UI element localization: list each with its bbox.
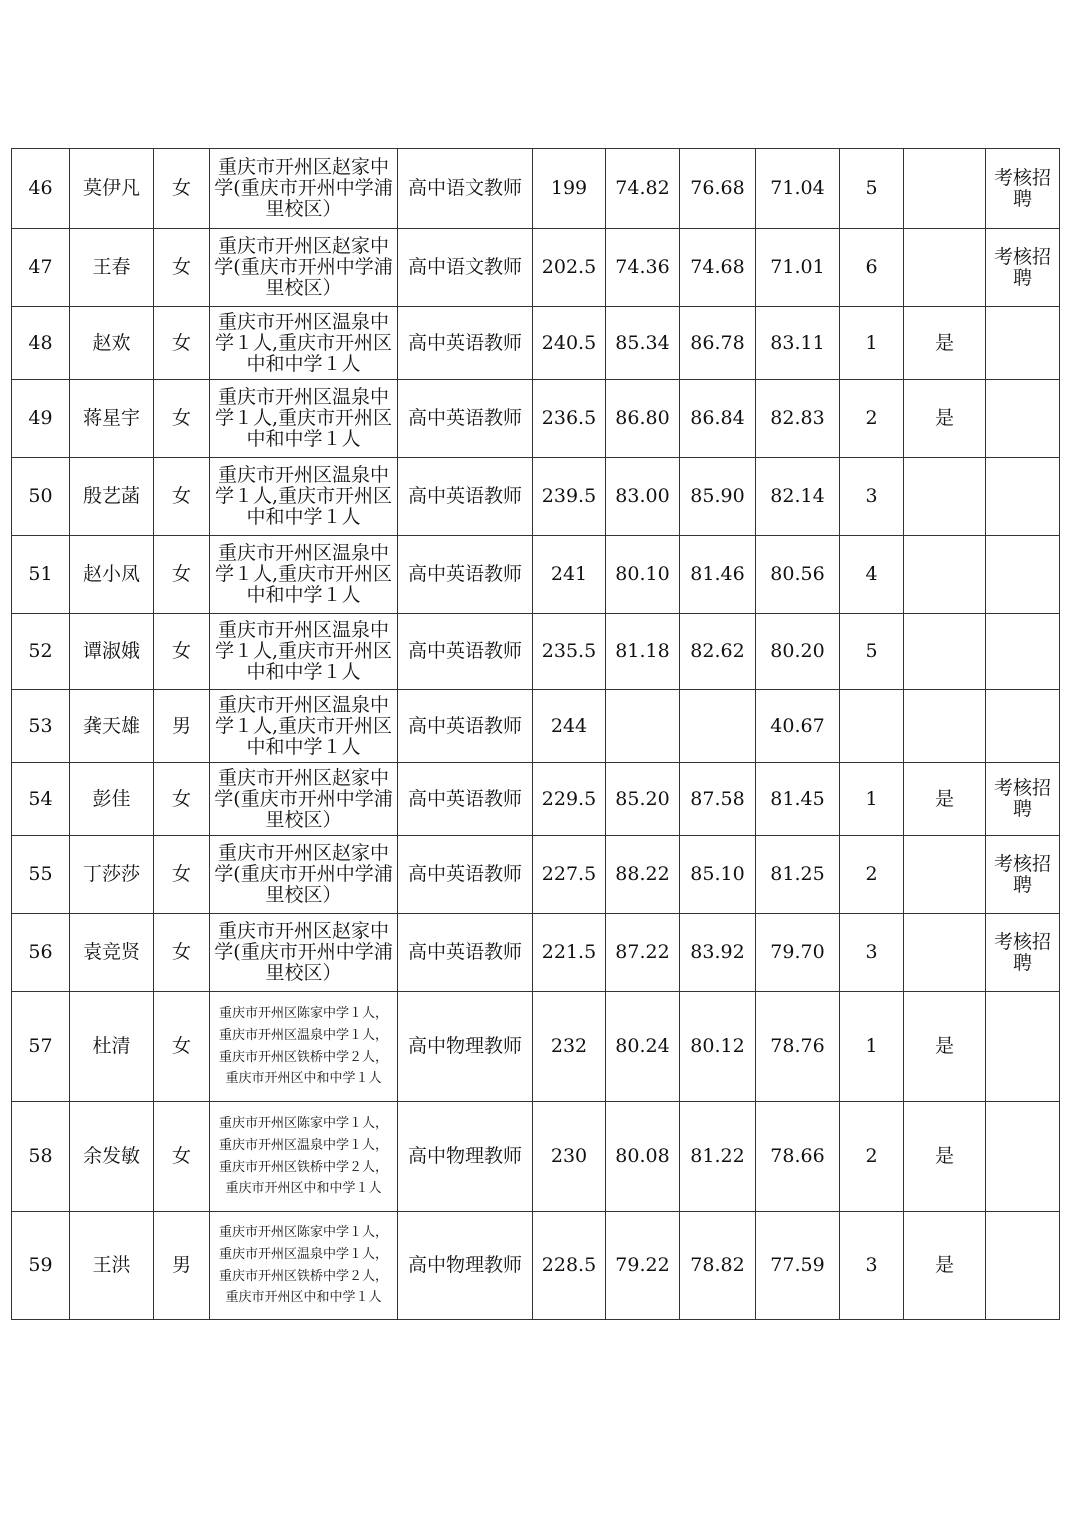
score-cell: 80.12: [680, 992, 756, 1102]
candidate-table: [11, 148, 1060, 1320]
physical-exam-cell: 是: [904, 307, 986, 380]
name-cell: 袁竞贤: [70, 914, 154, 992]
post-cell: 高中英语教师: [398, 763, 533, 836]
note-cell: [986, 1212, 1060, 1320]
row-number-cell: 51: [12, 536, 70, 614]
post-cell: 高中物理教师: [398, 1212, 533, 1320]
post-cell: 高中物理教师: [398, 1102, 533, 1212]
row-number-cell: 52: [12, 614, 70, 690]
rank-cell: 2: [840, 836, 904, 914]
school-cell: 重庆市开州区温泉中学１人,重庆市开州区中和中学１人: [210, 536, 398, 614]
note-cell: [986, 992, 1060, 1102]
note-cell: [986, 458, 1060, 536]
note-cell: [986, 614, 1060, 690]
school-cell: 重庆市开州区温泉中学１人,重庆市开州区中和中学１人: [210, 380, 398, 458]
name-cell: 赵小凤: [70, 536, 154, 614]
gender-cell: 女: [154, 380, 210, 458]
score-cell: 83.00: [606, 458, 680, 536]
school-cell: 重庆市开州区赵家中学(重庆市开州中学浦里校区）: [210, 149, 398, 229]
gender-cell: 女: [154, 1102, 210, 1212]
score-cell: 86.80: [606, 380, 680, 458]
total-score-cell: 81.45: [756, 763, 840, 836]
school-cell: 重庆市开州区温泉中学１人,重庆市开州区中和中学１人: [210, 614, 398, 690]
name-cell: 王洪: [70, 1212, 154, 1320]
written-score-cell: 240.5: [533, 307, 606, 380]
table-row: [12, 614, 1060, 690]
table-row: [12, 992, 1060, 1102]
rank-cell: 5: [840, 614, 904, 690]
table-row: [12, 149, 1060, 229]
table-row: [12, 229, 1060, 307]
note-cell: 考核招聘: [986, 836, 1060, 914]
gender-cell: 女: [154, 149, 210, 229]
post-cell: 高中语文教师: [398, 149, 533, 229]
school-cell: 重庆市开州区赵家中学(重庆市开州中学浦里校区）: [210, 836, 398, 914]
name-cell: 蒋星宇: [70, 380, 154, 458]
score-cell: [680, 690, 756, 763]
table-row: [12, 763, 1060, 836]
total-score-cell: 82.14: [756, 458, 840, 536]
physical-exam-cell: 是: [904, 992, 986, 1102]
score-cell: 82.62: [680, 614, 756, 690]
total-score-cell: 78.66: [756, 1102, 840, 1212]
score-cell: 86.84: [680, 380, 756, 458]
score-cell: 81.46: [680, 536, 756, 614]
rank-cell: 2: [840, 380, 904, 458]
post-cell: 高中物理教师: [398, 992, 533, 1102]
table-row: [12, 1102, 1060, 1212]
note-cell: 考核招聘: [986, 229, 1060, 307]
name-cell: 王春: [70, 229, 154, 307]
written-score-cell: 235.5: [533, 614, 606, 690]
row-number-cell: 56: [12, 914, 70, 992]
score-cell: 74.82: [606, 149, 680, 229]
note-cell: [986, 690, 1060, 763]
gender-cell: 女: [154, 229, 210, 307]
post-cell: 高中英语教师: [398, 536, 533, 614]
score-cell: 81.22: [680, 1102, 756, 1212]
note-cell: [986, 1102, 1060, 1212]
score-cell: 85.34: [606, 307, 680, 380]
total-score-cell: 80.56: [756, 536, 840, 614]
score-cell: 78.82: [680, 1212, 756, 1320]
note-cell: 考核招聘: [986, 763, 1060, 836]
score-cell: 74.36: [606, 229, 680, 307]
school-cell: 重庆市开州区赵家中学(重庆市开州中学浦里校区）: [210, 763, 398, 836]
written-score-cell: 244: [533, 690, 606, 763]
physical-exam-cell: 是: [904, 380, 986, 458]
physical-exam-cell: [904, 536, 986, 614]
rank-cell: 3: [840, 458, 904, 536]
post-cell: 高中英语教师: [398, 458, 533, 536]
rank-cell: 3: [840, 1212, 904, 1320]
school-cell: 重庆市开州区陈家中学１人，重庆市开州区温泉中学１人，重庆市开州区铁桥中学２人，重庆市开州区中和中学１人: [210, 1102, 398, 1212]
note-cell: [986, 380, 1060, 458]
written-score-cell: 229.5: [533, 763, 606, 836]
total-score-cell: 80.20: [756, 614, 840, 690]
school-cell: 重庆市开州区陈家中学１人，重庆市开州区温泉中学１人，重庆市开州区铁桥中学２人，重庆市开州区中和中学１人: [210, 1212, 398, 1320]
school-cell: 重庆市开州区温泉中学１人,重庆市开州区中和中学１人: [210, 458, 398, 536]
school-cell: 重庆市开州区陈家中学１人，重庆市开州区温泉中学１人，重庆市开州区铁桥中学２人，重庆市开州区中和中学１人: [210, 992, 398, 1102]
written-score-cell: 241: [533, 536, 606, 614]
written-score-cell: 230: [533, 1102, 606, 1212]
score-cell: 79.22: [606, 1212, 680, 1320]
total-score-cell: 78.76: [756, 992, 840, 1102]
table-body: [12, 149, 1060, 1320]
physical-exam-cell: [904, 229, 986, 307]
table-row: [12, 536, 1060, 614]
post-cell: 高中英语教师: [398, 307, 533, 380]
row-number-cell: 57: [12, 992, 70, 1102]
note-cell: [986, 536, 1060, 614]
name-cell: 赵欢: [70, 307, 154, 380]
physical-exam-cell: [904, 690, 986, 763]
note-cell: [986, 307, 1060, 380]
score-cell: 80.08: [606, 1102, 680, 1212]
row-number-cell: 49: [12, 380, 70, 458]
post-cell: 高中英语教师: [398, 836, 533, 914]
physical-exam-cell: [904, 836, 986, 914]
physical-exam-cell: [904, 149, 986, 229]
score-cell: 80.10: [606, 536, 680, 614]
note-cell: 考核招聘: [986, 149, 1060, 229]
written-score-cell: 236.5: [533, 380, 606, 458]
table-row: [12, 307, 1060, 380]
physical-exam-cell: [904, 458, 986, 536]
rank-cell: [840, 690, 904, 763]
post-cell: 高中英语教师: [398, 690, 533, 763]
post-cell: 高中英语教师: [398, 380, 533, 458]
total-score-cell: 71.04: [756, 149, 840, 229]
table-row: [12, 836, 1060, 914]
name-cell: 龚天雄: [70, 690, 154, 763]
score-cell: 87.22: [606, 914, 680, 992]
physical-exam-cell: 是: [904, 763, 986, 836]
score-cell: [606, 690, 680, 763]
school-cell: 重庆市开州区温泉中学１人,重庆市开州区中和中学１人: [210, 307, 398, 380]
row-number-cell: 53: [12, 690, 70, 763]
rank-cell: 1: [840, 763, 904, 836]
rank-cell: 2: [840, 1102, 904, 1212]
table-row: [12, 380, 1060, 458]
written-score-cell: 202.5: [533, 229, 606, 307]
score-cell: 76.68: [680, 149, 756, 229]
table-row: [12, 458, 1060, 536]
post-cell: 高中英语教师: [398, 914, 533, 992]
table-row: [12, 1212, 1060, 1320]
gender-cell: 女: [154, 536, 210, 614]
total-score-cell: 81.25: [756, 836, 840, 914]
score-cell: 87.58: [680, 763, 756, 836]
score-cell: 74.68: [680, 229, 756, 307]
gender-cell: 女: [154, 307, 210, 380]
total-score-cell: 77.59: [756, 1212, 840, 1320]
school-cell: 重庆市开州区赵家中学(重庆市开州中学浦里校区）: [210, 914, 398, 992]
total-score-cell: 82.83: [756, 380, 840, 458]
row-number-cell: 54: [12, 763, 70, 836]
gender-cell: 女: [154, 614, 210, 690]
score-cell: 81.18: [606, 614, 680, 690]
school-cell: 重庆市开州区赵家中学(重庆市开州中学浦里校区）: [210, 229, 398, 307]
gender-cell: 女: [154, 914, 210, 992]
table-row: [12, 914, 1060, 992]
written-score-cell: 199: [533, 149, 606, 229]
written-score-cell: 227.5: [533, 836, 606, 914]
note-cell: 考核招聘: [986, 914, 1060, 992]
rank-cell: 3: [840, 914, 904, 992]
rank-cell: 4: [840, 536, 904, 614]
row-number-cell: 59: [12, 1212, 70, 1320]
score-cell: 88.22: [606, 836, 680, 914]
row-number-cell: 55: [12, 836, 70, 914]
rank-cell: 6: [840, 229, 904, 307]
row-number-cell: 58: [12, 1102, 70, 1212]
school-cell: 重庆市开州区温泉中学１人,重庆市开州区中和中学１人: [210, 690, 398, 763]
written-score-cell: 221.5: [533, 914, 606, 992]
rank-cell: 1: [840, 992, 904, 1102]
total-score-cell: 71.01: [756, 229, 840, 307]
row-number-cell: 47: [12, 229, 70, 307]
rank-cell: 5: [840, 149, 904, 229]
score-cell: 86.78: [680, 307, 756, 380]
gender-cell: 男: [154, 1212, 210, 1320]
table-row: [12, 690, 1060, 763]
name-cell: 彭佳: [70, 763, 154, 836]
name-cell: 余发敏: [70, 1102, 154, 1212]
gender-cell: 女: [154, 836, 210, 914]
post-cell: 高中语文教师: [398, 229, 533, 307]
physical-exam-cell: [904, 914, 986, 992]
name-cell: 丁莎莎: [70, 836, 154, 914]
score-cell: 85.20: [606, 763, 680, 836]
name-cell: 杜清: [70, 992, 154, 1102]
total-score-cell: 40.67: [756, 690, 840, 763]
row-number-cell: 46: [12, 149, 70, 229]
name-cell: 莫伊凡: [70, 149, 154, 229]
name-cell: 谭淑娥: [70, 614, 154, 690]
gender-cell: 男: [154, 690, 210, 763]
physical-exam-cell: 是: [904, 1102, 986, 1212]
written-score-cell: 228.5: [533, 1212, 606, 1320]
written-score-cell: 232: [533, 992, 606, 1102]
score-cell: 83.92: [680, 914, 756, 992]
score-cell: 80.24: [606, 992, 680, 1102]
written-score-cell: 239.5: [533, 458, 606, 536]
score-cell: 85.90: [680, 458, 756, 536]
physical-exam-cell: [904, 614, 986, 690]
physical-exam-cell: 是: [904, 1212, 986, 1320]
total-score-cell: 79.70: [756, 914, 840, 992]
row-number-cell: 48: [12, 307, 70, 380]
gender-cell: 女: [154, 458, 210, 536]
post-cell: 高中英语教师: [398, 614, 533, 690]
row-number-cell: 50: [12, 458, 70, 536]
gender-cell: 女: [154, 763, 210, 836]
score-cell: 85.10: [680, 836, 756, 914]
rank-cell: 1: [840, 307, 904, 380]
name-cell: 殷艺菡: [70, 458, 154, 536]
total-score-cell: 83.11: [756, 307, 840, 380]
gender-cell: 女: [154, 992, 210, 1102]
